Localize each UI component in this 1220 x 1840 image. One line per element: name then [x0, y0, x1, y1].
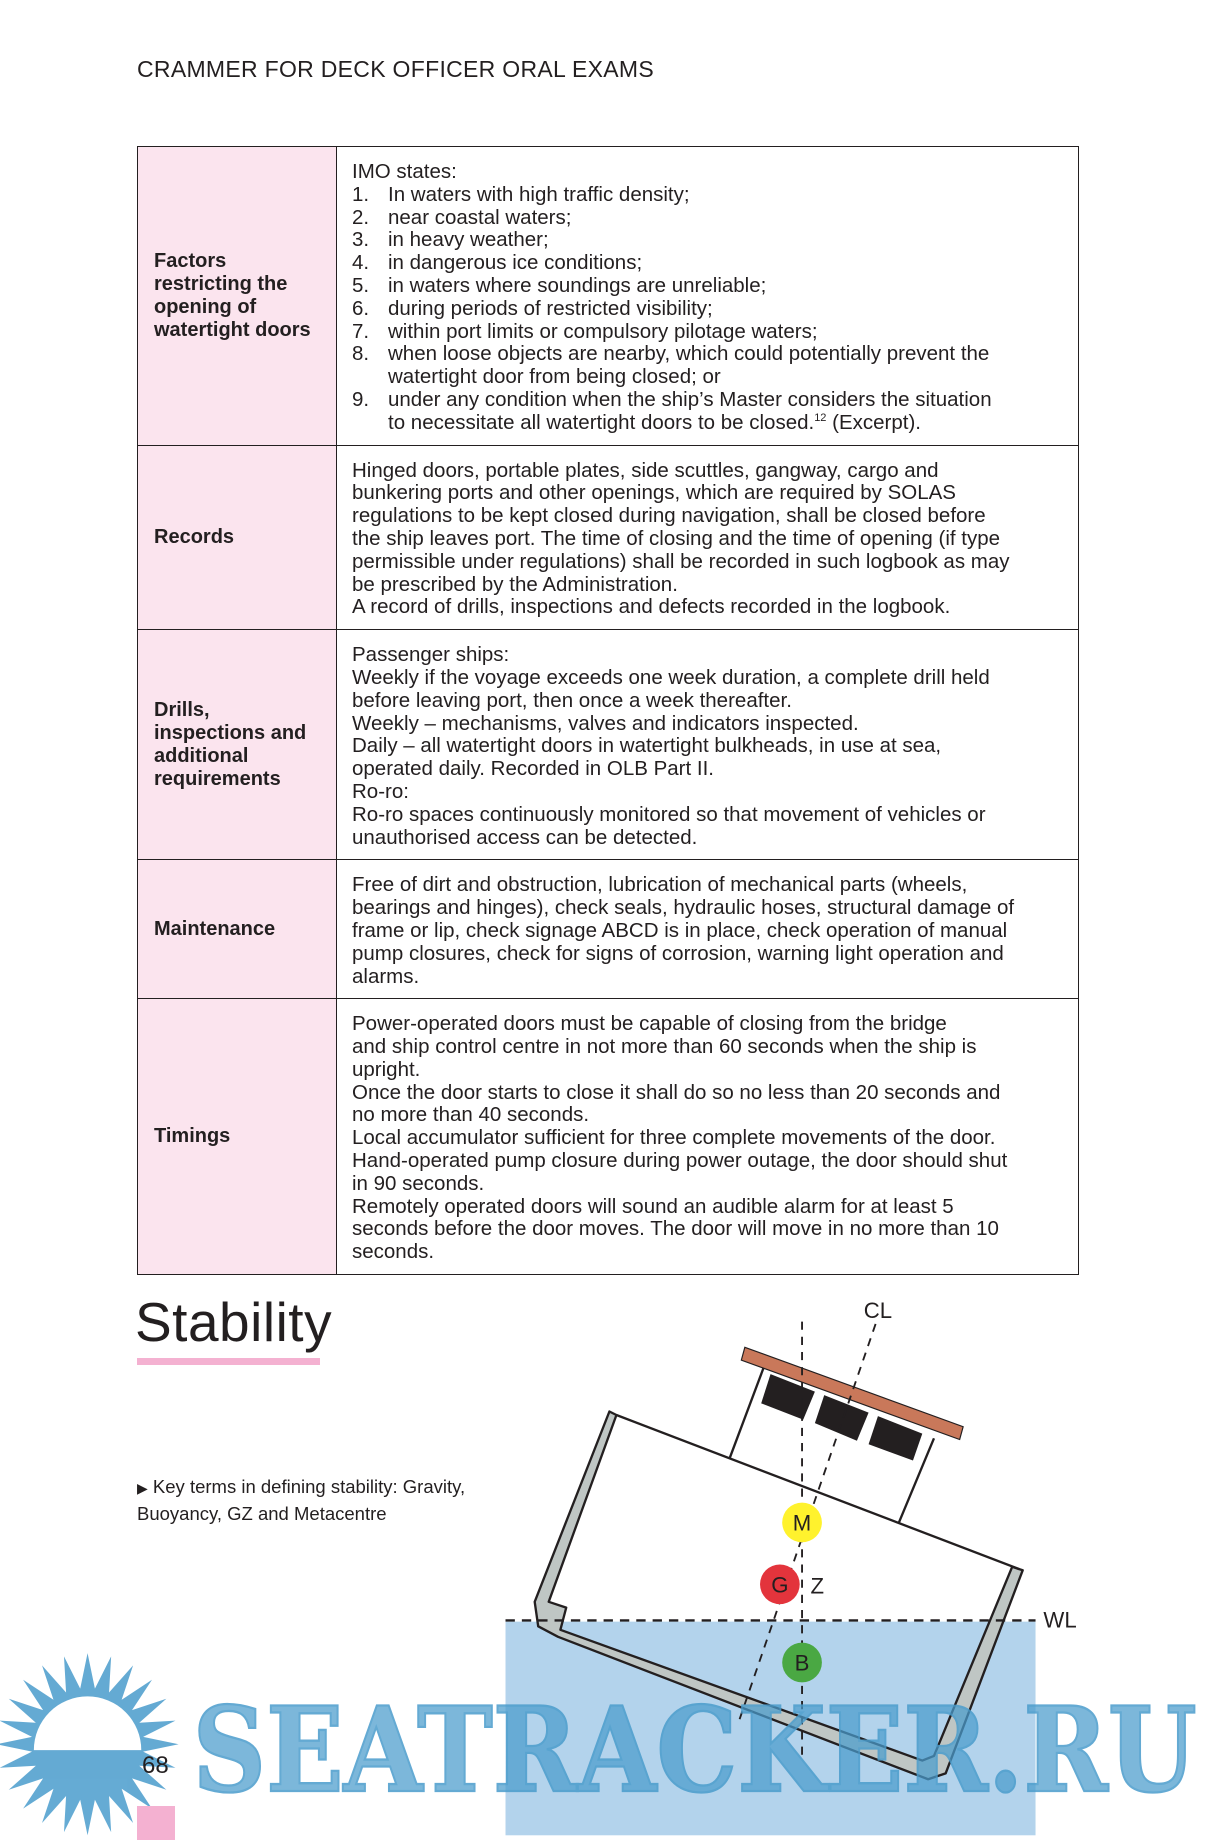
content-line: be prescribed by the Administration.: [352, 572, 678, 596]
label-wl: WL: [1043, 1607, 1077, 1633]
row-label: Drills, inspections and additional requirements: [138, 630, 337, 860]
list-number: 1.: [352, 182, 370, 206]
running-head: CRAMMER FOR DECK OFFICER ORAL EXAMS: [137, 56, 654, 82]
list-text: to necessitate all watertight doors to be closed.$^{12}$ (Excerpt).: [388, 410, 921, 434]
label-z: Z: [810, 1573, 824, 1599]
content-line: bearings and hinges), check seals, hydraulic hoses, structural damage of: [352, 896, 1015, 920]
list-text: in waters where soundings are unreliable;: [388, 273, 767, 297]
key-terms-line: Buoyancy, GZ and Metacentre: [137, 1503, 387, 1524]
intro-text: IMO states:: [352, 160, 457, 183]
content-line: Hand-operated pump closure during power outage, the door should shut: [352, 1149, 1008, 1173]
row-label: Records: [138, 445, 337, 630]
content-line: alarms.: [352, 964, 420, 988]
content-line: pump closures, check for signs of corrosion, warning light operation and: [352, 941, 1004, 965]
content-line: Daily – all watertight doors in watertight bulkheads, in use at sea,: [352, 734, 942, 758]
label-cl: CL: [863, 1298, 893, 1324]
list-number: 4.: [352, 251, 370, 275]
content-line: in 90 seconds.: [352, 1171, 485, 1195]
watermark: [0, 1650, 1197, 1835]
content-line: unauthorised access can be detected.: [352, 825, 698, 849]
page-tab-marker: [137, 1806, 175, 1840]
content-line: Ro-ro:: [352, 779, 409, 803]
list-number: 6.: [352, 296, 370, 320]
triangle-bullet-icon: ▶: [137, 1480, 148, 1496]
content-line: permissible under regulations) shall be recorded in such logbook as may: [352, 549, 1010, 573]
svg-text:SEATRACKER.RU: SEATRACKER.RU: [192, 1680, 1197, 1819]
row-label: Timings: [138, 999, 337, 1275]
page-number: 68: [142, 1752, 169, 1779]
list-text: when loose objects are nearby, which could potentially prevent the: [388, 342, 990, 366]
content-line: Power-operated doors must be capable of closing from the bridge: [352, 1012, 947, 1036]
label-m: M: [792, 1510, 812, 1536]
list-text: in dangerous ice conditions;: [388, 251, 643, 275]
content-line: Hinged doors, portable plates, side scuttles, gangway, cargo and: [352, 458, 939, 482]
content-line: before leaving port, then once a week thereafter.: [352, 688, 792, 712]
row-label: Maintenance: [138, 860, 337, 999]
content-line: regulations to be kept closed during navigation, shall be closed before: [352, 504, 986, 528]
content-line: frame or lip, check signage ABCD is in place, check operation of manual: [352, 918, 1008, 942]
list-text: watertight door from being closed; or: [388, 365, 721, 389]
row-label: Factors restricting the opening of watertight doors: [138, 147, 337, 446]
list-text: during periods of restricted visibility;: [388, 296, 713, 320]
content-line: operated daily. Recorded in OLB Part II.: [352, 757, 714, 781]
footnote-ref: 12: [814, 411, 827, 424]
list-number: 2.: [352, 205, 370, 229]
content-line: Local accumulator sufficient for three complete movements of the door.: [352, 1126, 996, 1150]
content-line: Remotely operated doors will sound an audible alarm for at least 5: [352, 1194, 954, 1218]
content-line: upright.: [352, 1057, 421, 1081]
label-b: B: [794, 1650, 810, 1676]
content-line: bunkering ports and other openings, which are required by SOLAS: [352, 481, 956, 505]
content-line: seconds before the door moves. The door will move in no more than 10: [352, 1217, 999, 1241]
content-line: the ship leaves port. The time of closing and the time of opening (if type: [352, 526, 1001, 550]
key-terms-line: Key terms in defining stability: Gravity,: [152, 1476, 466, 1497]
content-line: and ship control centre in not more than 60 seconds when the ship is: [352, 1035, 977, 1059]
content-line: Weekly – mechanisms, valves and indicators inspected.: [352, 711, 859, 735]
list-number: 3.: [352, 228, 370, 252]
list-text: under any condition when the ship’s Master considers the situation: [388, 387, 992, 411]
content-line: Passenger ships:: [352, 643, 510, 667]
content-line: A record of drills, inspections and defects recorded in the logbook.: [352, 595, 951, 619]
list-number: 8.: [352, 342, 370, 366]
content-line: Once the door starts to close it shall do so no less than 20 seconds and: [352, 1080, 1001, 1104]
content-line: Ro-ro spaces continuously monitored so that movement of vehicles or: [352, 802, 986, 826]
list-text: in heavy weather;: [388, 228, 549, 252]
list-number: 7.: [352, 319, 370, 343]
content-line: Weekly if the voyage exceeds one week duration, a complete drill held: [352, 665, 990, 689]
list-text: near coastal waters;: [388, 205, 572, 229]
list-number: 9.: [352, 387, 370, 411]
list-text: within port limits or compulsory pilotage waters;: [388, 319, 818, 343]
list-text: In waters with high traffic density;: [388, 182, 690, 206]
label-g: G: [771, 1572, 789, 1598]
list-number: 5.: [352, 273, 370, 297]
section-heading: Stability: [135, 1291, 333, 1353]
content-line: no more than 40 seconds.: [352, 1103, 590, 1127]
content-line: seconds.: [352, 1240, 435, 1264]
content-line: Free of dirt and obstruction, lubrication of mechanical parts (wheels,: [352, 873, 968, 897]
